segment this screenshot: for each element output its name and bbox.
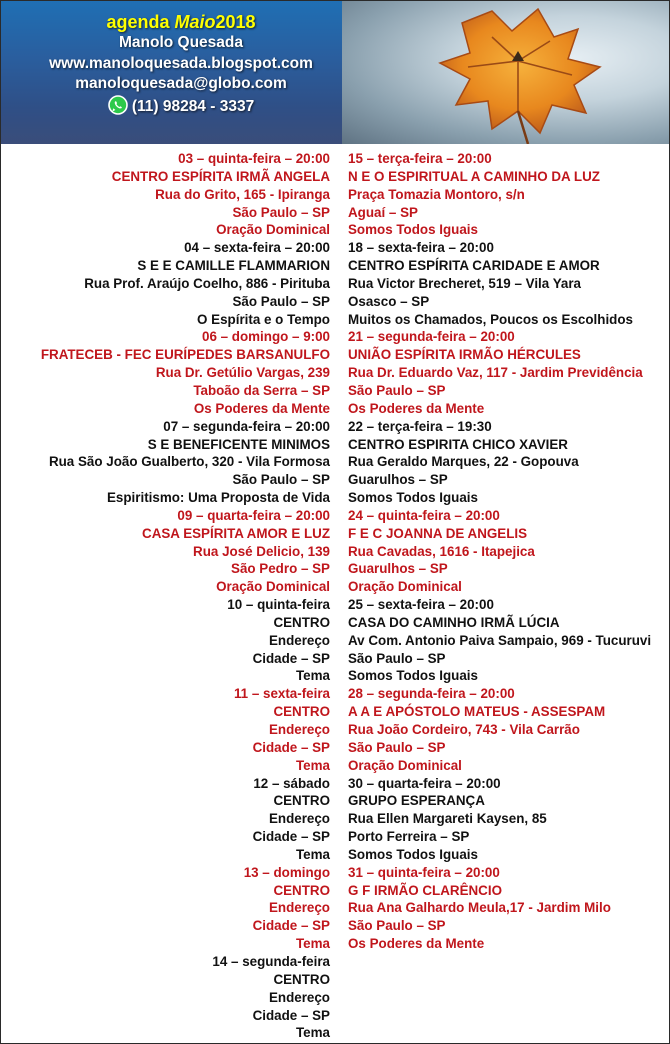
event-city: Guarulhos – SP (348, 561, 448, 577)
event-date: 11 – sexta-feira (233, 686, 330, 702)
event-city: Porto Ferreira – SP (348, 829, 470, 845)
agenda-title: agenda Maio2018 (106, 12, 256, 32)
event-entry (1, 953, 330, 1042)
events-left-column (1, 150, 330, 1042)
event-city: Taboão da Serra – SP (193, 382, 330, 398)
event-theme: Os Poderes da Mente (348, 936, 485, 952)
event-entry (348, 596, 670, 685)
event-address: Rua Ana Galhardo Meula,17 - Jardim Milo (348, 900, 611, 916)
event-address: Av Com. Antonio Paiva Sampaio, 969 - Tucuruvi (348, 632, 652, 648)
event-theme: Tema (296, 846, 330, 862)
phone-line (31, 95, 331, 118)
event-city: Cidade – SP (252, 1007, 330, 1023)
event-theme: Tema (296, 757, 330, 773)
event-theme: Tema (296, 668, 330, 684)
event-date: 18 – sexta-feira – 20:00 (348, 240, 494, 256)
phone-number[interactable]: (11) 98284 - 3337 (131, 97, 255, 115)
event-theme: Os Poderes da Mente (193, 400, 330, 416)
event-theme: Somos Todos Iguais (348, 846, 478, 862)
website-link[interactable]: www.manoloquesada.blogspot.com (49, 54, 313, 72)
event-venue: FRATECEB - FEC EURÍPEDES BARSANULFO (40, 347, 330, 363)
event-venue: A A E APÓSTOLO MATEUS - ASSESPAM (348, 704, 606, 720)
event-address: Endereço (268, 989, 330, 1005)
event-city: São Paulo – SP (232, 293, 330, 309)
event-entry (348, 775, 670, 864)
event-city: Cidade – SP (252, 918, 330, 934)
event-date: 15 – terça-feira – 20:00 (348, 151, 492, 166)
event-address: Rua João Cordeiro, 743 - Vila Carrão (348, 722, 580, 737)
leaf-icon (342, 1, 669, 144)
autumn-leaf-photo (342, 1, 669, 144)
event-city: Guarulhos – SP (348, 472, 448, 488)
events-right-column (348, 150, 670, 953)
event-entry (348, 864, 670, 953)
event-theme: Oração Dominical (216, 222, 330, 238)
event-date: 22 – terça-feira – 19:30 (348, 418, 492, 434)
event-address: Rua Dr. Eduardo Vaz, 117 - Jardim Previdência (348, 365, 643, 381)
event-city: Cidade – SP (252, 829, 330, 845)
event-venue: CENTRO (273, 614, 330, 630)
event-entry (1, 775, 330, 864)
event-theme: Oração Dominical (348, 579, 462, 595)
event-address: Endereço (268, 722, 330, 737)
event-theme: Oração Dominical (348, 757, 462, 773)
event-theme: Muitos os Chamados, Poucos os Escolhidos (348, 311, 633, 327)
event-date: 24 – quinta-feira – 20:00 (348, 507, 500, 523)
header-banner (1, 1, 669, 144)
event-venue: CENTRO ESPÍRITA IRMÃ ANGELA (111, 168, 330, 184)
event-city: São Pedro – SP (231, 561, 330, 577)
event-theme: Oração Dominical (216, 579, 330, 595)
event-city: Cidade – SP (252, 739, 330, 755)
event-city: São Paulo – SP (232, 472, 330, 488)
event-date: 31 – quinta-feira – 20:00 (348, 864, 500, 880)
event-venue: CASA DO CAMINHO IRMÃ LÚCIA (348, 614, 560, 630)
whatsapp-icon (108, 95, 128, 115)
event-date: 28 – segunda-feira – 20:00 (348, 686, 515, 702)
event-entry (348, 150, 670, 239)
event-theme: Espiritismo: Uma Proposta de Vida (107, 490, 330, 506)
event-entry (1, 328, 330, 417)
event-date: 04 – sexta-feira – 20:00 (184, 240, 330, 256)
event-venue: G F IRMÃO CLARÊNCIO (348, 882, 502, 898)
event-entry (1, 239, 330, 328)
event-city: São Paulo – SP (348, 918, 446, 934)
event-date: 07 – segunda-feira – 20:00 (163, 418, 330, 434)
event-venue: CENTRO (273, 793, 330, 809)
event-venue: CENTRO (273, 704, 330, 720)
event-venue: S E BENEFICENTE MINIMOS (147, 436, 330, 452)
event-entry (1, 150, 330, 239)
event-city: São Paulo – SP (232, 204, 330, 220)
email-link[interactable]: manoloquesada@globo.com (75, 75, 287, 92)
event-city: Osasco – SP (348, 293, 430, 309)
event-venue: CENTRO (273, 971, 330, 987)
event-address: Endereço (268, 900, 330, 916)
event-entry (348, 239, 670, 328)
event-venue: N E O ESPIRITUAL A CAMINHO DA LUZ (348, 168, 600, 184)
event-date: 14 – segunda-feira (212, 953, 330, 969)
event-address: Rua São João Gualberto, 320 - Vila Formosa (48, 454, 330, 470)
event-venue: CENTRO (273, 882, 330, 898)
event-venue: S E E CAMILLE FLAMMARION (137, 258, 330, 274)
event-entry (1, 507, 330, 596)
event-venue: CENTRO ESPIRITA CHICO XAVIER (348, 436, 568, 452)
event-date: 25 – sexta-feira – 20:00 (348, 597, 494, 613)
event-entry (348, 507, 670, 596)
event-theme: Tema (296, 1025, 330, 1041)
event-date: 09 – quarta-feira – 20:00 (177, 507, 330, 523)
event-date: 10 – quinta-feira (227, 597, 330, 613)
event-address: Praça Tomazia Montoro, s/n (348, 186, 525, 202)
event-city: Cidade – SP (252, 650, 330, 666)
author-name: Manolo Quesada (118, 34, 244, 51)
event-entry (1, 418, 330, 507)
header-text-block (31, 11, 331, 117)
event-entry (348, 328, 670, 417)
event-city: São Paulo – SP (348, 650, 446, 666)
event-date: 06 – domingo – 9:00 (202, 329, 330, 345)
event-theme: O Espírita e o Tempo (197, 311, 330, 327)
event-address: Rua Geraldo Marques, 22 - Gopouva (348, 454, 579, 470)
event-date: 03 – quinta-feira – 20:00 (178, 151, 330, 166)
event-address: Endereço (268, 632, 330, 648)
event-venue: UNIÃO ESPÍRITA IRMÃO HÉRCULES (348, 347, 581, 363)
event-venue: GRUPO ESPERANÇA (348, 793, 485, 809)
event-address: Rua Ellen Margareti Kaysen, 85 (348, 811, 547, 827)
event-venue: CENTRO ESPÍRITA CARIDADE E AMOR (348, 258, 600, 274)
event-theme: Somos Todos Iguais (348, 222, 478, 238)
event-address: Rua Dr. Getúlio Vargas, 239 (155, 365, 330, 381)
event-city: São Paulo – SP (348, 382, 446, 398)
event-address: Rua Cavadas, 1616 - Itapejica (348, 543, 535, 559)
event-address: Rua Prof. Araújo Coelho, 886 - Pirituba (84, 275, 330, 291)
event-venue: CASA ESPÍRITA AMOR E LUZ (142, 525, 330, 541)
event-address: Rua Victor Brecheret, 519 – Vila Yara (348, 275, 581, 291)
event-theme: Somos Todos Iguais (348, 668, 478, 684)
event-address: Rua do Grito, 165 - Ipiranga (155, 186, 330, 202)
event-date: 13 – domingo (243, 864, 330, 880)
event-venue: F E C JOANNA DE ANGELIS (348, 525, 528, 541)
event-theme: Os Poderes da Mente (348, 400, 485, 416)
event-entry (1, 596, 330, 685)
event-date: 12 – sábado (253, 775, 330, 791)
event-address: Rua José Delicio, 139 (193, 543, 330, 559)
event-address: Endereço (268, 811, 330, 827)
event-entry (1, 685, 330, 774)
event-entry (348, 418, 670, 507)
event-entry (348, 685, 670, 774)
event-date: 21 – segunda-feira – 20:00 (348, 329, 515, 345)
event-theme: Somos Todos Iguais (348, 490, 478, 506)
event-theme: Tema (296, 936, 330, 952)
event-city: São Paulo – SP (348, 739, 446, 755)
event-date: 30 – quarta-feira – 20:00 (348, 775, 501, 791)
event-entry (1, 864, 330, 953)
event-city: Aguaí – SP (348, 204, 418, 220)
